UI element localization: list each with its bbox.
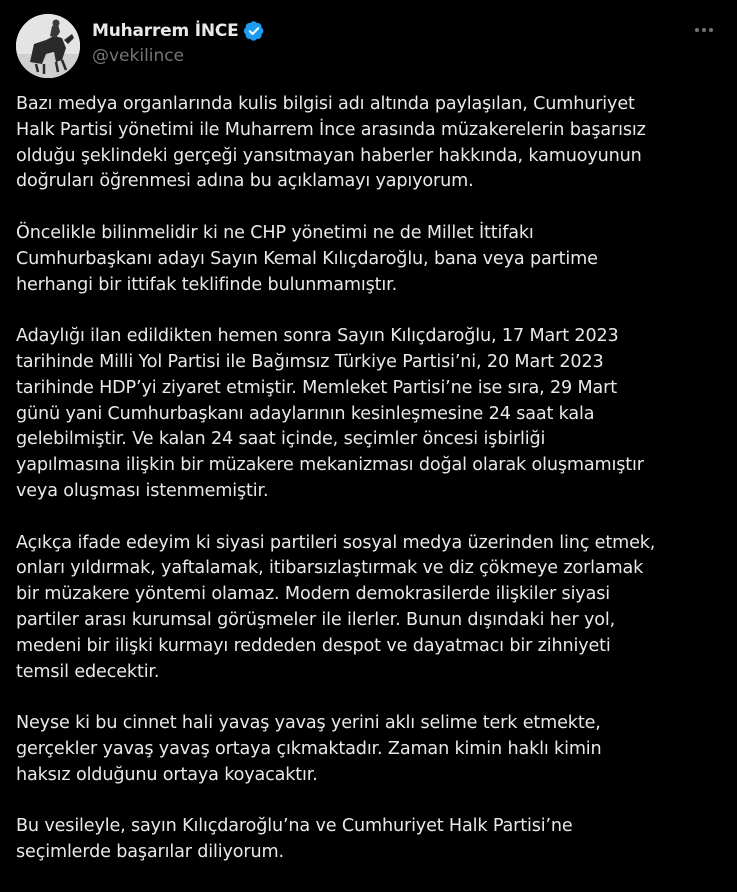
text-line: herhangi bir ittifak teklifinde bulunmamıştır. [16, 274, 398, 295]
text-line: Cumhurbaşkanı adayı Sayın Kemal Kılıçdaroğlu, bana veya partime [16, 248, 598, 269]
verified-badge-icon[interactable] [243, 20, 265, 42]
author-name-row [92, 18, 265, 44]
text-line: partiler arası kurumsal görüşmeler ile ilerler. Bunun dışındaki her yol, [16, 609, 616, 630]
text-line: gerçekler yavaş yavaş ortaya çıkmaktadır. Zaman kimin haklı kimin [16, 738, 602, 759]
text-line: seçimlerde başarılar diliyorum. [16, 842, 284, 863]
tweet-paragraph [16, 531, 726, 686]
avatar-image [16, 14, 80, 78]
text-line: onları yıldırmak, yaftalamak, itibarsızlaştırmak ve diz çökmeye zorlamak [16, 558, 644, 579]
text-line: Neyse ki bu cinnet hali yavaş yavaş yerini aklı selime terk etmekte, [16, 713, 601, 734]
text-line: veya oluşması istenmemiştir. [16, 480, 269, 501]
tweet-paragraph [16, 324, 726, 505]
text-line: temsil edecektir. [16, 661, 160, 682]
tweet-paragraph [16, 814, 726, 866]
tweet-paragraph [16, 711, 726, 788]
more-dot [709, 28, 713, 32]
more-dot [695, 28, 699, 32]
author-handle[interactable]: @vekilince [92, 46, 185, 66]
avatar[interactable] [16, 14, 80, 78]
text-line: Öncelikle bilinmelidir ki ne CHP yönetimi ne de Millet İttifakı [16, 222, 534, 243]
more-dot [702, 28, 706, 32]
text-line: Halk Partisi yönetimi ile Muharrem İnce arasında müzakerelerin başarısız [16, 119, 646, 140]
tweet-paragraph [16, 221, 726, 298]
tweet-text [16, 92, 726, 892]
text-line: Açıkça ifade edeyim ki siyasi partileri sosyal medya üzerinden linç etmek, [16, 532, 656, 553]
text-line: medeni bir ilişki kurmayı reddeden despot ve dayatmacı bir zihniyeti [16, 635, 611, 656]
text-line: Bazı medya organlarında kulis bilgisi adı altında paylaşılan, Cumhuriyet [16, 94, 635, 114]
text-line: Bu vesileyle, sayın Kılıçdaroğlu’na ve Cumhuriyet Halk Partisi’ne [16, 816, 573, 837]
more-horizontal-icon[interactable] [687, 18, 721, 42]
text-line: olduğu şeklindeki gerçeği yansıtmayan haberler hakkında, kamuoyunun [16, 145, 642, 166]
text-line: tarihinde HDP’yi ziyaret etmiştir. Memleket Partisi’ne ise sıra, 29 Mart [16, 377, 617, 398]
text-line: günü yani Cumhurbaşkanı adaylarının kesinleşmesine 24 saat kala [16, 403, 595, 424]
author-display-name[interactable]: Muharrem İNCE [92, 21, 239, 41]
author-info [92, 18, 265, 66]
tweet-header [16, 12, 721, 72]
text-line: haksız olduğunu ortaya koyacaktır. [16, 764, 318, 785]
text-line: Adaylığı ilan edildikten hemen sonra Sayın Kılıçdaroğlu, 17 Mart 2023 [16, 326, 619, 347]
text-line: doğruları öğrenmesi adına bu açıklamayı yapıyorum. [16, 171, 474, 192]
text-line: yapılmasına ilişkin bir müzakere mekanizması doğal olarak oluşmamıştır [16, 455, 644, 476]
text-line: gelebilmiştir. Ve kalan 24 saat içinde, seçimler öncesi işbirliği [16, 429, 546, 450]
text-line: bir müzakere yöntemi olamaz. Modern demokrasilerde ilişkiler siyasi [16, 584, 610, 605]
text-line: tarihinde Milli Yol Partisi ile Bağımsız Türkiye Partisi’ni, 20 Mart 2023 [16, 351, 604, 372]
tweet-paragraph [16, 92, 726, 195]
